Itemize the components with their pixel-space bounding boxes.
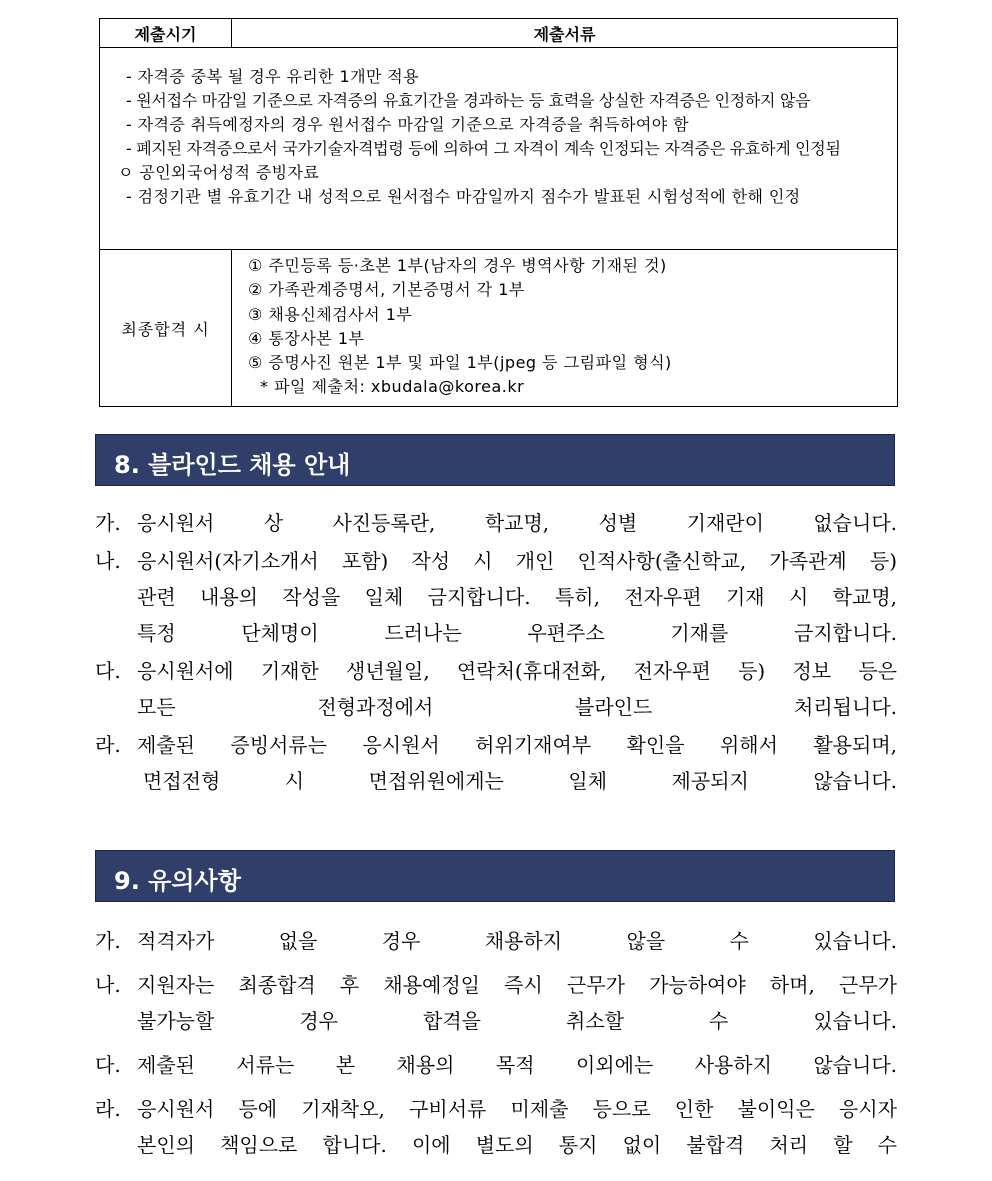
list-item [95, 967, 897, 1039]
section-9-items [95, 923, 897, 1163]
notes-row [100, 48, 898, 250]
notes-cell [100, 48, 898, 250]
item-marker: 나. [95, 973, 121, 997]
note-line: - 폐지된 자격증으로서 국가기술자격법령 등에 의하여 그 자격이 계속 인정되는 자격증은 유효하게 인정됨 [126, 139, 841, 158]
final-pass-row [100, 250, 898, 407]
section-8-title: 8. 블라인드 채용 안내 [114, 451, 351, 479]
item-line: 응시원서(자기소개서 포함) 작성 시 개인 인적사항(출신학교, 가족관계 등) [137, 549, 897, 573]
submission-documents-table [99, 18, 898, 407]
final-document-item: ① 주민등록 등·초본 1부(남자의 경우 병역사항 기재된 것) [248, 256, 667, 275]
list-item [95, 653, 897, 725]
item-marker: 가. [95, 511, 121, 535]
section-8-header [95, 434, 895, 486]
item-marker: 라. [95, 733, 121, 757]
item-marker: 라. [95, 1097, 121, 1121]
item-line: 특정 단체명이 드러나는 우편주소 기재를 금지합니다. [137, 621, 897, 645]
list-item [95, 923, 897, 959]
notes-list [100, 48, 897, 209]
section-8-items [95, 505, 897, 799]
final-document-item: ④ 통장사본 1부 [248, 328, 365, 348]
section-9-header [95, 850, 895, 902]
item-line: 불가능할 경우 합격을 취소할 수 있습니다. [137, 1009, 897, 1033]
header-submission-documents: 제출서류 [232, 19, 898, 48]
note-line: - 자격증 중복 될 경우 유리한 1개만 적용 [126, 67, 419, 86]
final-document-item: ⑤ 증명사진 원본 1부 및 파일 1부(jpeg 등 그림파일 형식) [248, 353, 672, 373]
item-line: 모든 전형과정에서 블라인드 처리됩니다. [137, 695, 897, 719]
table-header-row [100, 19, 898, 48]
item-marker: 나. [95, 549, 121, 573]
final-document-item: ② 가족관계증명서, 기본증명서 각 1부 [248, 280, 525, 300]
item-line: 면접전형 시 면접위원에게는 일체 제공되지 않습니다. [143, 769, 897, 793]
item-line: 지원자는 최종합격 후 채용예정일 즉시 근무가 가능하여야 하며, 근무가 [137, 973, 897, 997]
final-pass-documents [232, 250, 898, 407]
list-item [95, 1047, 897, 1083]
note-line: ㅇ 공인외국어성적 증빙자료 [118, 163, 320, 182]
final-pass-label: 최종합격 시 [100, 250, 232, 407]
list-item [95, 505, 897, 541]
item-line: 제출된 서류는 본 채용의 목적 이외에는 사용하지 않습니다. [137, 1053, 897, 1077]
item-marker: 가. [95, 929, 121, 953]
item-line: 적격자가 없을 경우 채용하지 않을 수 있습니다. [137, 929, 897, 953]
note-line: - 원서접수 마감일 기준으로 자격증의 유효기간을 경과하는 등 효력을 상실한 자격증은 인정하지 않음 [126, 91, 811, 110]
list-item [95, 727, 897, 799]
section-9-title: 9. 유의사항 [114, 867, 241, 895]
item-marker: 다. [95, 659, 121, 683]
file-submission-note: * 파일 제출처: xbudala@korea.kr [260, 377, 525, 397]
list-item [95, 543, 897, 651]
item-line: 응시원서 등에 기재착오, 구비서류 미제출 등으로 인한 불이익은 응시자 [137, 1097, 897, 1121]
header-submission-time: 제출시기 [100, 19, 232, 48]
item-line: 제출된 증빙서류는 응시원서 허위기재여부 확인을 위해서 활용되며, [137, 733, 897, 757]
item-line: 관련 내용의 작성을 일체 금지합니다. 특히, 전자우편 기재 시 학교명, [137, 585, 897, 609]
item-line: 응시원서 상 사진등록란, 학교명, 성별 기재란이 없습니다. [137, 511, 897, 535]
item-line: 본인의 책임으로 합니다. 이에 별도의 통지 없이 불합격 처리 할 수 [137, 1133, 897, 1157]
note-line: - 검정기관 별 유효기간 내 성적으로 원서접수 마감일까지 점수가 발표된 시험성적에 한해 인정 [126, 187, 801, 206]
note-line: - 자격증 취득예정자의 경우 원서접수 마감일 기준으로 자격증을 취득하여야 함 [126, 115, 689, 134]
item-marker: 다. [95, 1053, 121, 1077]
final-document-item: ③ 채용신체검사서 1부 [248, 304, 413, 324]
list-item [95, 1091, 897, 1163]
item-line: 응시원서에 기재한 생년월일, 연락처(휴대전화, 전자우편 등) 정보 등은 [137, 659, 897, 683]
final-documents-list [232, 250, 897, 400]
